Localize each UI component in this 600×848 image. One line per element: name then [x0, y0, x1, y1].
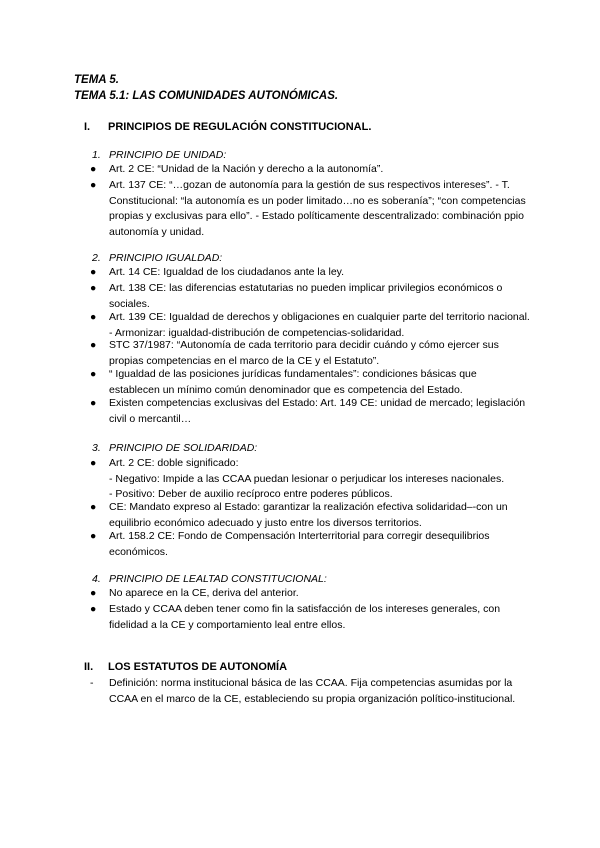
list-item-text: Estado y CCAA deben tener como fin la satisfacción de los intereses generales, con fidelidad a la CE y comportamiento leal entre ellos. [109, 603, 501, 631]
list-item [90, 265, 530, 281]
list-item [90, 338, 530, 369]
bullet-icon: ● [90, 603, 97, 615]
bullet-icon: ● [90, 163, 97, 175]
list-item [90, 162, 530, 178]
bullet-icon: ● [90, 587, 97, 599]
principle-heading-lealtad [92, 573, 327, 586]
list-item [90, 281, 530, 312]
bullet-icon: ● [90, 501, 97, 513]
principle-heading-solidaridad [92, 442, 257, 455]
list-item-text: Definición: norma institucional básica de las CCAA. Fija competencias asumidas por la CCAA en el marco de la CE, estableciendo su propia organización político-institucional. [109, 677, 516, 705]
principle-number: 4. [92, 573, 101, 585]
section-title: LOS ESTATUTOS DE AUTONOMÍA [108, 661, 288, 673]
list-item-text: Art. 14 CE: Igualdad de los ciudadanos ante la ley. [109, 266, 345, 278]
principle-number: 3. [92, 442, 101, 454]
bullet-icon: ● [90, 311, 97, 323]
list-item [90, 602, 530, 633]
list-item [90, 178, 530, 240]
principle-number: 1. [92, 149, 101, 161]
list-item-text: Art. 158.2 CE: Fondo de Compensación Interterritorial para corregir desequilibrios económicos. [109, 530, 490, 558]
bullet-icon: ● [90, 368, 97, 380]
tema-subtitle: TEMA 5.1: LAS COMUNIDADES AUTONÓMICAS. [74, 90, 339, 102]
list-item [90, 529, 530, 560]
dash-icon: - [90, 677, 94, 689]
list-item-text: Art. 2 CE: “Unidad de la Nación y derecho a la autonomía”. [109, 163, 384, 175]
list-item-text: “ Igualdad de las posiciones jurídicas fundamentales”: condiciones básicas que establecen un mínimo común denominador que es competencia del Estado. [109, 368, 477, 396]
list-item-text: Art. 137 CE: “…gozan de autonomía para la gestión de sus respectivos intereses”. - T. Constitucional: “la autonomía es un poder limitado…no es soberanía”; “con competencias propias y exclusivas para ello”. - Estado políticamente descentralizado: combinación ppio autonomía y unidad. [109, 179, 526, 238]
list-item-text: Art. 138 CE: las diferencias estatutarias no pueden implicar privilegios económicos o sociales. [109, 282, 503, 310]
bullet-icon: ● [90, 457, 97, 469]
list-item [90, 367, 530, 398]
section-heading-2 [84, 660, 287, 674]
principle-title: PRINCIPIO DE UNIDAD: [109, 149, 227, 161]
bullet-icon: ● [90, 266, 97, 278]
bullet-icon: ● [90, 179, 97, 191]
section-title: PRINCIPIOS DE REGULACIÓN CONSTITUCIONAL. [108, 121, 372, 133]
principle-heading-igualdad [92, 252, 222, 265]
section-number: I. [84, 121, 91, 133]
list-item-text: Art. 139 CE: Igualdad de derechos y obligaciones en cualquier parte del territorio nacional. - Armonizar: igualdad-distribución de competencias-solidaridad. [109, 311, 530, 339]
bullet-icon: ● [90, 530, 97, 542]
list-item [90, 310, 530, 341]
section-heading-1 [84, 120, 371, 134]
list-item-text: Existen competencias exclusivas del Estado: Art. 149 CE: unidad de mercado; legislación civil o mercantil… [109, 397, 526, 425]
bullet-icon: ● [90, 339, 97, 351]
section-number: II. [84, 661, 94, 673]
list-item-text [109, 456, 530, 503]
list-item-text: STC 37/1987: “Autonomía de cada territorio para decidir cuándo y cómo ejercer sus propias competencias en el marco de la CE y el Estatuto”. [109, 339, 499, 367]
bullet-icon: ● [90, 282, 97, 294]
principle-number: 2. [92, 252, 101, 264]
list-item [90, 500, 530, 531]
list-item [90, 676, 530, 707]
list-item-subline: - Negativo: Impide a las CCAA puedan lesionar o perjudicar los intereses nacionales. [109, 472, 505, 485]
tema-title: TEMA 5. [74, 74, 119, 86]
list-item-subline: - Positivo: Deber de auxilio recíproco entre poderes públicos. [109, 488, 393, 500]
principle-title: PRINCIPIO IGUALDAD: [109, 252, 223, 264]
principle-heading-unidad [92, 149, 226, 162]
list-item-text: CE: Mandato expreso al Estado: garantizar la realización efectiva solidaridad–-con un equilibrio económico adecuado y justo entre los diversos territorios. [109, 501, 508, 529]
bullet-icon: ● [90, 397, 97, 409]
list-item-text: No aparece en la CE, deriva del anterior. [109, 587, 299, 599]
list-item [90, 456, 530, 503]
list-item-lead: Art. 2 CE: doble significado: [109, 457, 239, 469]
list-item [90, 586, 530, 602]
principle-title: PRINCIPIO DE LEALTAD CONSTITUCIONAL: [109, 573, 327, 585]
principle-title: PRINCIPIO DE SOLIDARIDAD: [109, 442, 258, 454]
list-item [90, 396, 530, 427]
